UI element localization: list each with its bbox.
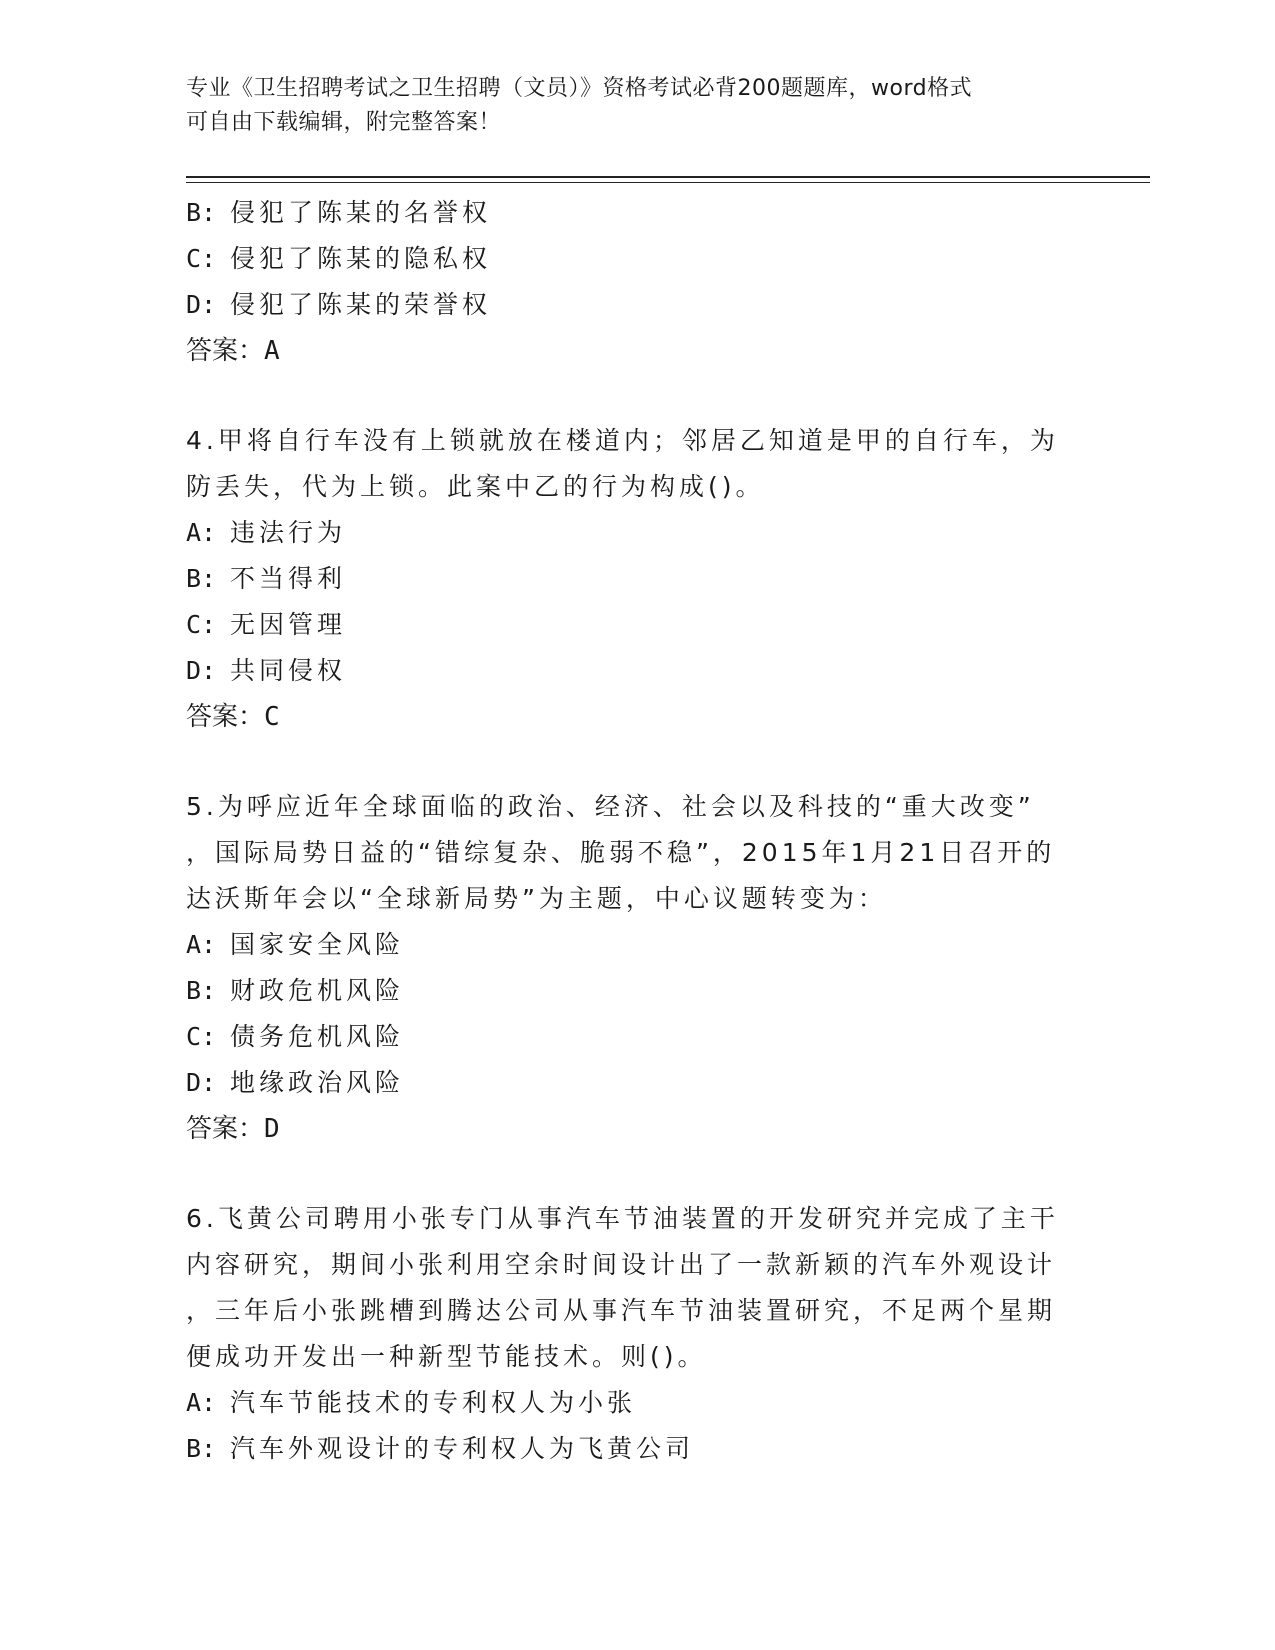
document-header: [186, 72, 1086, 140]
option-c: [186, 602, 1086, 648]
option-letter: B:: [186, 1434, 217, 1463]
option-text: 侵犯了陈某的名誉权: [230, 198, 492, 227]
option-d: [186, 282, 1086, 328]
option-letter: A:: [186, 930, 217, 959]
option-b: [186, 190, 1086, 236]
option-text: 债务危机风险: [230, 1022, 405, 1051]
question-line: 4.甲将自行车没有上锁就放在楼道内；邻居乙知道是甲的自行车，为: [186, 426, 1059, 455]
header-line-2: 可自由下载编辑，附完整答案！: [186, 110, 502, 135]
answer-label: 答案：: [186, 702, 265, 732]
spacer: [186, 1152, 1086, 1196]
spacer: [186, 740, 1086, 784]
option-text: 共同侵权: [230, 656, 347, 685]
option-letter: C:: [186, 610, 217, 639]
document-body: [186, 190, 1086, 1472]
question-line: 6.飞黄公司聘用小张专门从事汽车节油装置的开发研究并完成了主干: [186, 1204, 1059, 1233]
question-line: 5.为呼应近年全球面临的政治、经济、社会以及科技的“重大改变”: [186, 792, 1035, 821]
question-3-tail: [186, 190, 1086, 374]
option-text: 违法行为: [230, 518, 347, 547]
option-c: [186, 236, 1086, 282]
option-d: [186, 1060, 1086, 1106]
answer-value: A: [264, 336, 280, 366]
option-a: [186, 922, 1086, 968]
header-divider-thin: [186, 182, 1150, 183]
option-a: [186, 1380, 1086, 1426]
spacer: [186, 374, 1086, 418]
question-line: 防丢失，代为上锁。此案中乙的行为构成()。: [186, 472, 765, 501]
option-a: [186, 510, 1086, 556]
question-text: [186, 784, 1086, 922]
option-text: 侵犯了陈某的隐私权: [230, 244, 492, 273]
answer-line: [186, 328, 1086, 374]
option-text: 汽车节能技术的专利权人为小张: [230, 1388, 637, 1417]
question-line: ，三年后小张跳槽到腾达公司从事汽车节油装置研究，不足两个星期: [186, 1296, 1057, 1325]
option-text: 无因管理: [230, 610, 347, 639]
question-6: [186, 1196, 1086, 1472]
option-b: [186, 556, 1086, 602]
question-line: 便成功开发出一种新型节能技术。则()。: [186, 1342, 707, 1371]
answer-label: 答案：: [186, 336, 265, 366]
header-line-1: 专业《卫生招聘考试之卫生招聘（文员）》资格考试必背200题题库，word格式: [186, 76, 973, 101]
question-line: 内容研究，期间小张利用空余时间设计出了一款新颖的汽车外观设计: [186, 1250, 1057, 1279]
option-b: [186, 968, 1086, 1014]
question-text: [186, 1196, 1086, 1380]
answer-value: C: [264, 702, 280, 732]
option-letter: B:: [186, 564, 217, 593]
option-text: 汽车外观设计的专利权人为飞黄公司: [230, 1434, 695, 1463]
option-text: 财政危机风险: [230, 976, 405, 1005]
option-letter: C:: [186, 1022, 217, 1051]
header-divider-thick: [186, 176, 1150, 178]
option-b: [186, 1426, 1086, 1472]
option-letter: D:: [186, 290, 217, 319]
option-text: 侵犯了陈某的荣誉权: [230, 290, 492, 319]
question-line: 达沃斯年会以“全球新局势”为主题，中心议题转变为：: [186, 884, 887, 913]
question-5: [186, 784, 1086, 1152]
option-letter: D:: [186, 1068, 217, 1097]
option-letter: D:: [186, 656, 217, 685]
option-letter: C:: [186, 244, 217, 273]
option-letter: B:: [186, 198, 217, 227]
answer-line: [186, 694, 1086, 740]
option-letter: A:: [186, 518, 217, 547]
option-text: 国家安全风险: [230, 930, 405, 959]
question-text: [186, 418, 1086, 510]
question-line: ，国际局势日益的“错综复杂、脆弱不稳”，2015年1月21日召开的: [186, 838, 1056, 867]
option-d: [186, 648, 1086, 694]
question-4: [186, 418, 1086, 740]
option-text: 不当得利: [230, 564, 347, 593]
option-letter: A:: [186, 1388, 217, 1417]
answer-line: [186, 1106, 1086, 1152]
option-c: [186, 1014, 1086, 1060]
option-text: 地缘政治风险: [230, 1068, 405, 1097]
answer-value: D: [264, 1114, 280, 1144]
option-letter: B:: [186, 976, 217, 1005]
answer-label: 答案：: [186, 1114, 265, 1144]
